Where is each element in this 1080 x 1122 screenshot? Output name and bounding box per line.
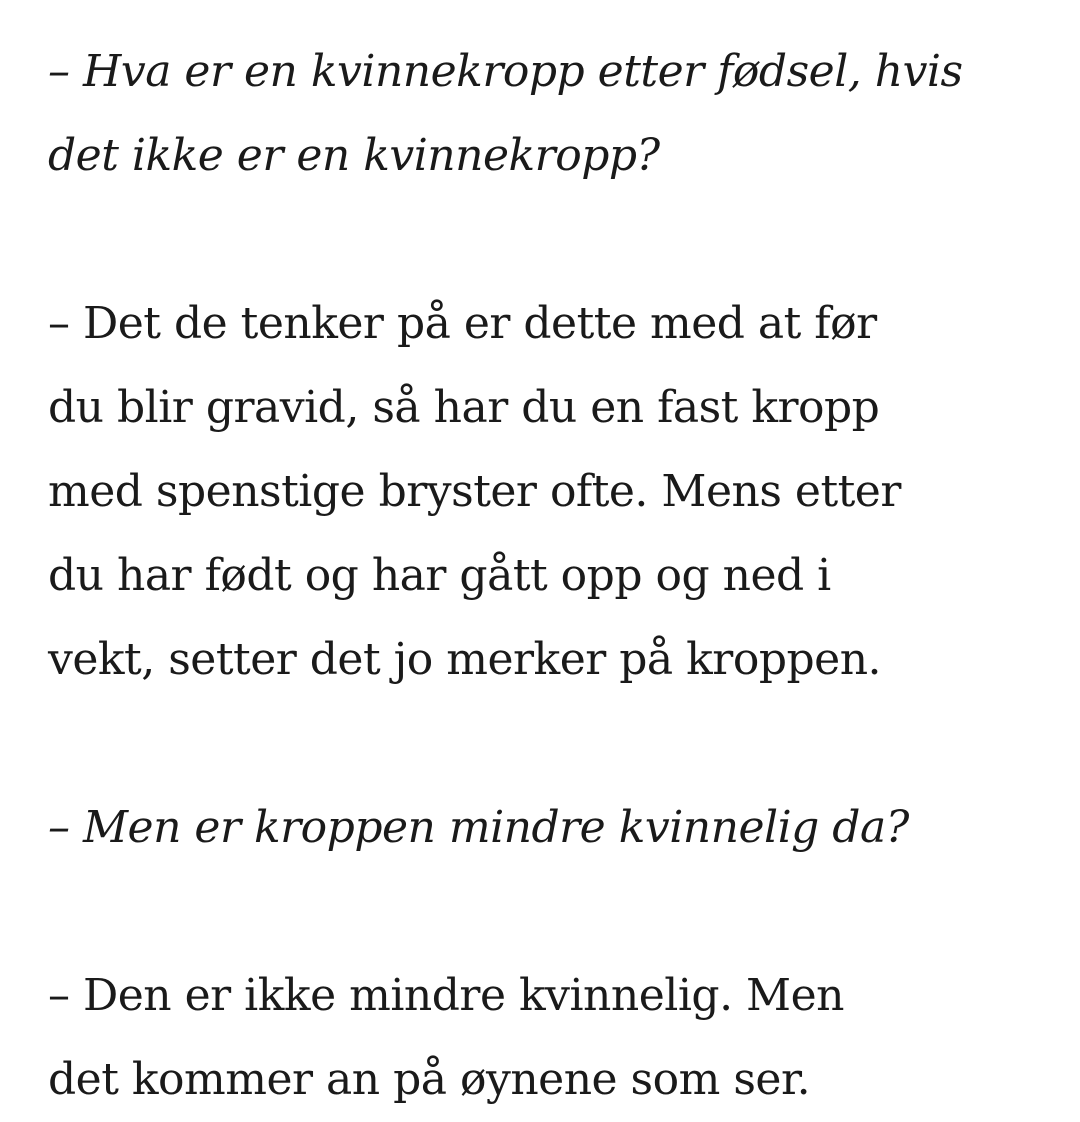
interview-answer [48,954,1058,1122]
interview-answer [48,282,1058,702]
text-line: – Den er ikke mindre kvinnelig. Men [48,970,844,1021]
text-line: du blir gravid, så har du en fast kropp [48,382,880,433]
text-line: det ikke er en kvinnekropp? [48,130,660,181]
text-line: – Men er kroppen mindre kvinnelig da? [48,802,909,853]
text-line: – Hva er en kvinnekropp etter fødsel, hvis [48,46,963,97]
text-line: vekt, setter det jo merker på kroppen. [48,634,882,685]
interview-question [48,30,1058,198]
article-body [48,30,1058,1122]
text-line: med spenstige bryster ofte. Mens etter [48,466,901,517]
text-line: – Det de tenker på er dette med at før [48,298,877,349]
interview-question [48,786,1058,870]
text-line: du har født og har gått opp og ned i [48,550,831,601]
text-line: det kommer an på øynene som ser. [48,1054,811,1105]
